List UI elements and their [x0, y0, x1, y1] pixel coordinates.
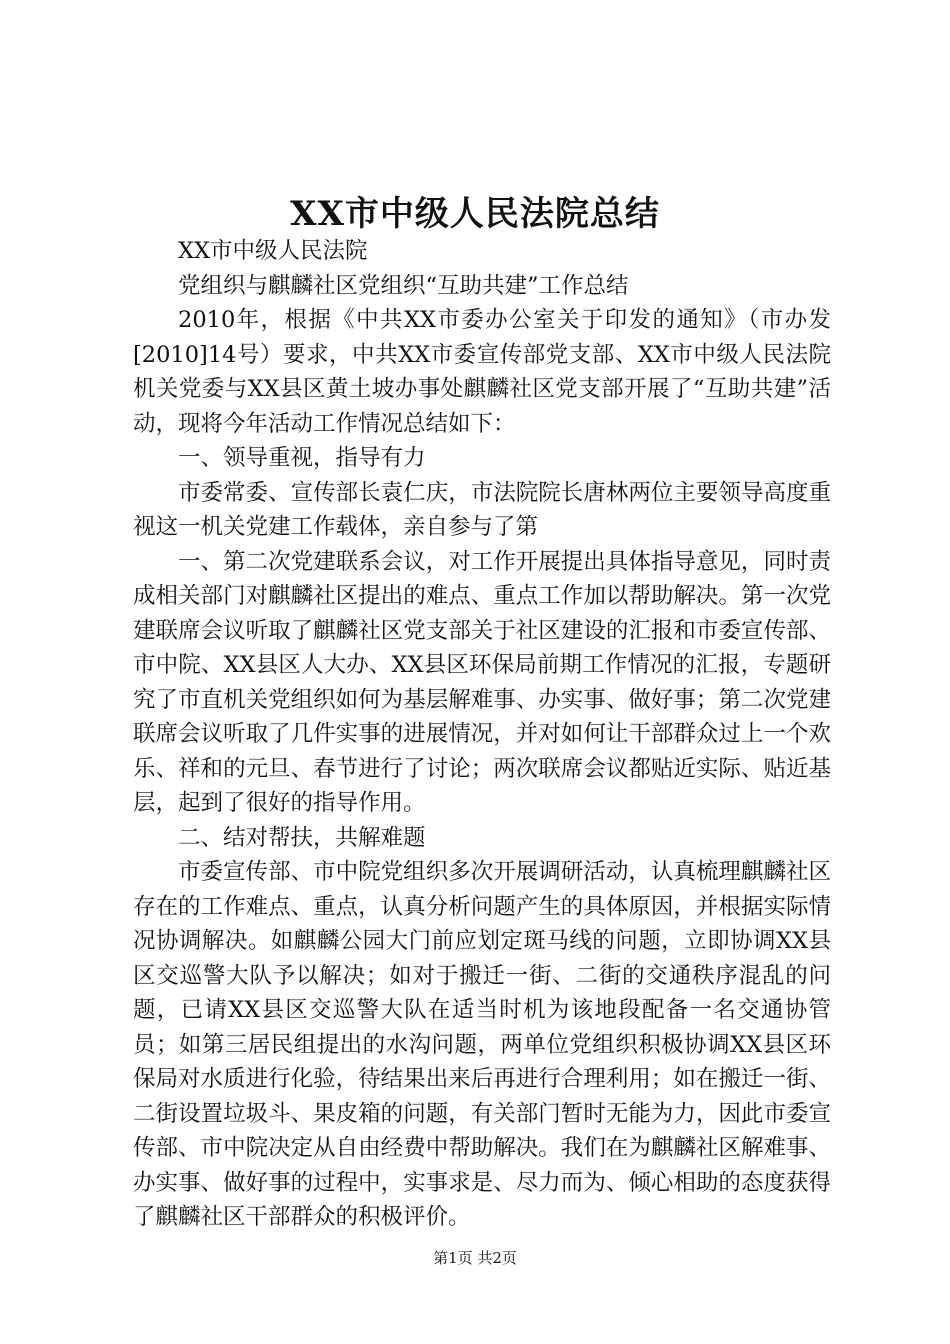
paragraph-org-name: XX市中级人民法院: [178, 238, 368, 264]
paragraph-assistance: 市委宣传部、市中院党组织多次开展调研活动，认真梳理麒麟社区存在的工作难点、重点，认真分析问题产生的具体原因，并根据实际情况协调解决。如麒麟公园大门前应划定斑马线的问题，立即协调XX县区交巡警大队予以解决；如对于搬迁一街、二街的交通秩序混乱的问题，已请XX县区交巡警大队在适当时机为该地段配备一名交通协管员；如第三居民组提出的水沟问题，两单位党组织积极协调XX县区环保局对水质进行化验，待结果出来后再进行合理利用；如在搬迁一街、二街设置垃圾斗、果皮箱的问题，有关部门暂时无能为力，因此市委宣传部、市中院决定从自由经费中帮助解决。我们在为麒麟社区解难事、办实事、做好事的过程中，实事求是、尽力而为、倾心相助的态度获得了麒麟社区干部群众的积极评价。: [133, 859, 831, 1230]
paragraph-meetings: 一、第二次党建联系会议，对工作开展提出具体指导意见，同时责成相关部门对麒麟社区提出的难点、重点工作加以帮助解决。第一次党建联席会议听取了麒麟社区党支部关于社区建设的汇报和市委宣传部、市中院、XX县区人大办、XX县区环保局前期工作情况的汇报，专题研究了市直机关党组织如何为基层解难事、办实事、做好事；第二次党建联席会议听取了几件实事的进展情况，并对如何让干部群众过上一个欢乐、祥和的元旦、春节进行了讨论；两次联席会议都贴近实际、贴近基层，起到了很好的指导作用。: [133, 548, 831, 816]
section-heading-2: 二、结对帮扶，共解难题: [178, 824, 426, 851]
paragraph-subtitle: 党组织与麒麟社区党组织“互助共建”工作总结: [178, 272, 629, 299]
paragraph-intro: 2010年，根据《中共XX市委办公室关于印发的通知》（市办发[2010]14号）要求，中共XX市委宣传部党支部、XX市中级人民法院机关党委与XX县区黄土坡办事处麒麟社区党支部开展了“互助共建”活动，现将今年活动工作情况总结如下：: [133, 307, 831, 437]
section-heading-1: 一、领导重视，指导有力: [178, 445, 426, 471]
document-title: XX市中级人民法院总结: [290, 194, 660, 234]
document-body: [133, 234, 831, 1235]
paragraph-leadership: 市委常委、宣传部长袁仁庆，市法院院长唐林两位主要领导高度重视这一机关党建工作载体，亲自参与了第: [133, 479, 831, 540]
page-footer: 第1页 共2页: [433, 1249, 517, 1267]
